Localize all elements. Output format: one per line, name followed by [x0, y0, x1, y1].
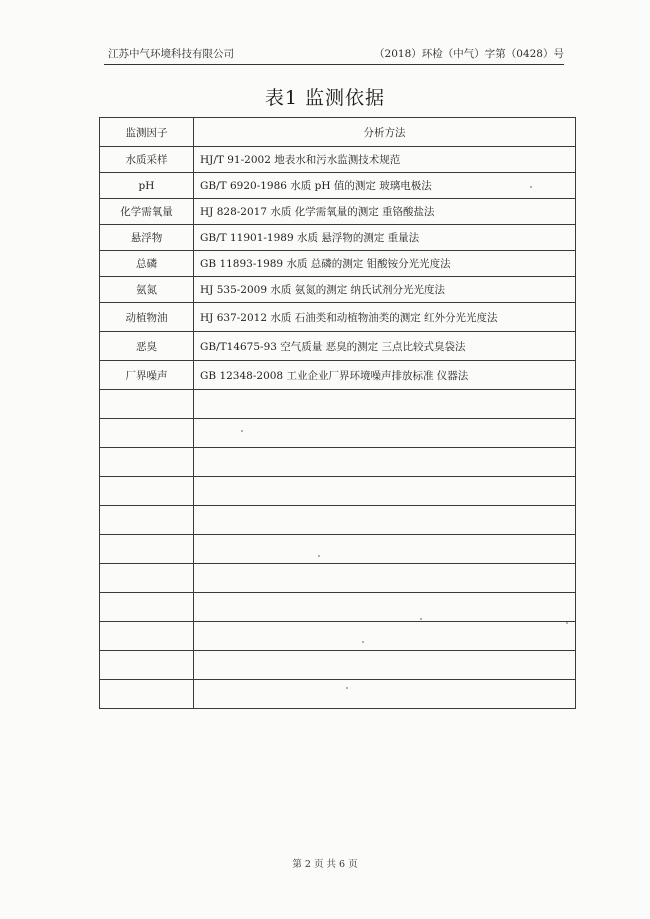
page-footer: 第 2 页 共 6 页 — [292, 859, 358, 870]
empty-method-cell — [194, 622, 576, 651]
scan-speck — [420, 618, 422, 620]
table-header-row — [100, 118, 576, 147]
empty-table-row — [100, 419, 576, 448]
empty-method-cell — [194, 651, 576, 680]
method-cell: HJ 637-2012 水质 石油类和动植物油类的测定 红外分光光度法 — [194, 303, 576, 332]
empty-method-cell — [194, 535, 576, 564]
page-header — [108, 47, 564, 65]
header-divider — [104, 64, 564, 65]
empty-table-row — [100, 477, 576, 506]
scan-speck — [241, 430, 243, 432]
factor-cell: 动植物油 — [100, 303, 194, 332]
empty-factor-cell — [100, 448, 194, 477]
scan-speck — [346, 687, 348, 689]
scan-speck — [362, 641, 364, 643]
factor-cell: pH — [100, 173, 194, 199]
monitoring-basis-table-wrapper — [99, 117, 575, 709]
method-cell: HJ 535-2009 水质 氨氮的测定 纳氏试剂分光光度法 — [194, 277, 576, 303]
empty-factor-cell — [100, 535, 194, 564]
report-number: （2018）环检（中气）字第（0428）号 — [374, 48, 564, 60]
method-cell: GB/T 6920-1986 水质 pH 值的测定 玻璃电极法 — [194, 173, 576, 199]
method-cell: HJ 828-2017 水质 化学需氧量的测定 重铬酸盐法 — [194, 199, 576, 225]
empty-table-row — [100, 448, 576, 477]
empty-factor-cell — [100, 506, 194, 535]
scan-speck — [318, 555, 320, 557]
empty-factor-cell — [100, 680, 194, 709]
empty-table-row — [100, 680, 576, 709]
empty-table-row — [100, 535, 576, 564]
empty-factor-cell — [100, 622, 194, 651]
empty-method-cell — [194, 390, 576, 419]
factor-cell: 悬浮物 — [100, 225, 194, 251]
table-row — [100, 147, 576, 173]
empty-table-row — [100, 564, 576, 593]
empty-table-row — [100, 390, 576, 419]
table-body — [100, 147, 576, 709]
method-cell: GB 11893-1989 水质 总磷的测定 钼酸铵分光光度法 — [194, 251, 576, 277]
method-cell: HJ/T 91-2002 地表水和污水监测技术规范 — [194, 147, 576, 173]
empty-method-cell — [194, 506, 576, 535]
company-name: 江苏中气环境科技有限公司 — [108, 48, 234, 60]
header-method: 分析方法 — [194, 118, 576, 147]
table-row — [100, 277, 576, 303]
table-title: 表1 监测依据 — [264, 87, 386, 109]
empty-table-row — [100, 651, 576, 680]
scan-speck — [566, 622, 568, 624]
method-cell: GB/T14675-93 空气质量 恶臭的测定 三点比较式臭袋法 — [194, 332, 576, 361]
table-row — [100, 361, 576, 390]
empty-method-cell — [194, 593, 576, 622]
empty-factor-cell — [100, 390, 194, 419]
factor-cell: 水质采样 — [100, 147, 194, 173]
empty-table-row — [100, 506, 576, 535]
empty-factor-cell — [100, 593, 194, 622]
empty-table-row — [100, 622, 576, 651]
table-row — [100, 199, 576, 225]
method-cell: GB/T 11901-1989 水质 悬浮物的测定 重量法 — [194, 225, 576, 251]
empty-factor-cell — [100, 564, 194, 593]
scan-speck — [530, 186, 532, 188]
factor-cell: 化学需氧量 — [100, 199, 194, 225]
header-factor: 监测因子 — [100, 118, 194, 147]
monitoring-basis-table — [99, 117, 576, 709]
method-cell: GB 12348-2008 工业企业厂界环境噪声排放标准 仪器法 — [194, 361, 576, 390]
empty-method-cell — [194, 477, 576, 506]
empty-method-cell — [194, 564, 576, 593]
empty-table-row — [100, 593, 576, 622]
empty-factor-cell — [100, 651, 194, 680]
table-row — [100, 332, 576, 361]
table-row — [100, 303, 576, 332]
factor-cell: 厂界噪声 — [100, 361, 194, 390]
empty-factor-cell — [100, 419, 194, 448]
empty-method-cell — [194, 448, 576, 477]
factor-cell: 恶臭 — [100, 332, 194, 361]
table-row — [100, 173, 576, 199]
table-row — [100, 225, 576, 251]
empty-factor-cell — [100, 477, 194, 506]
empty-method-cell — [194, 419, 576, 448]
factor-cell: 总磷 — [100, 251, 194, 277]
empty-method-cell — [194, 680, 576, 709]
factor-cell: 氨氮 — [100, 277, 194, 303]
table-row — [100, 251, 576, 277]
